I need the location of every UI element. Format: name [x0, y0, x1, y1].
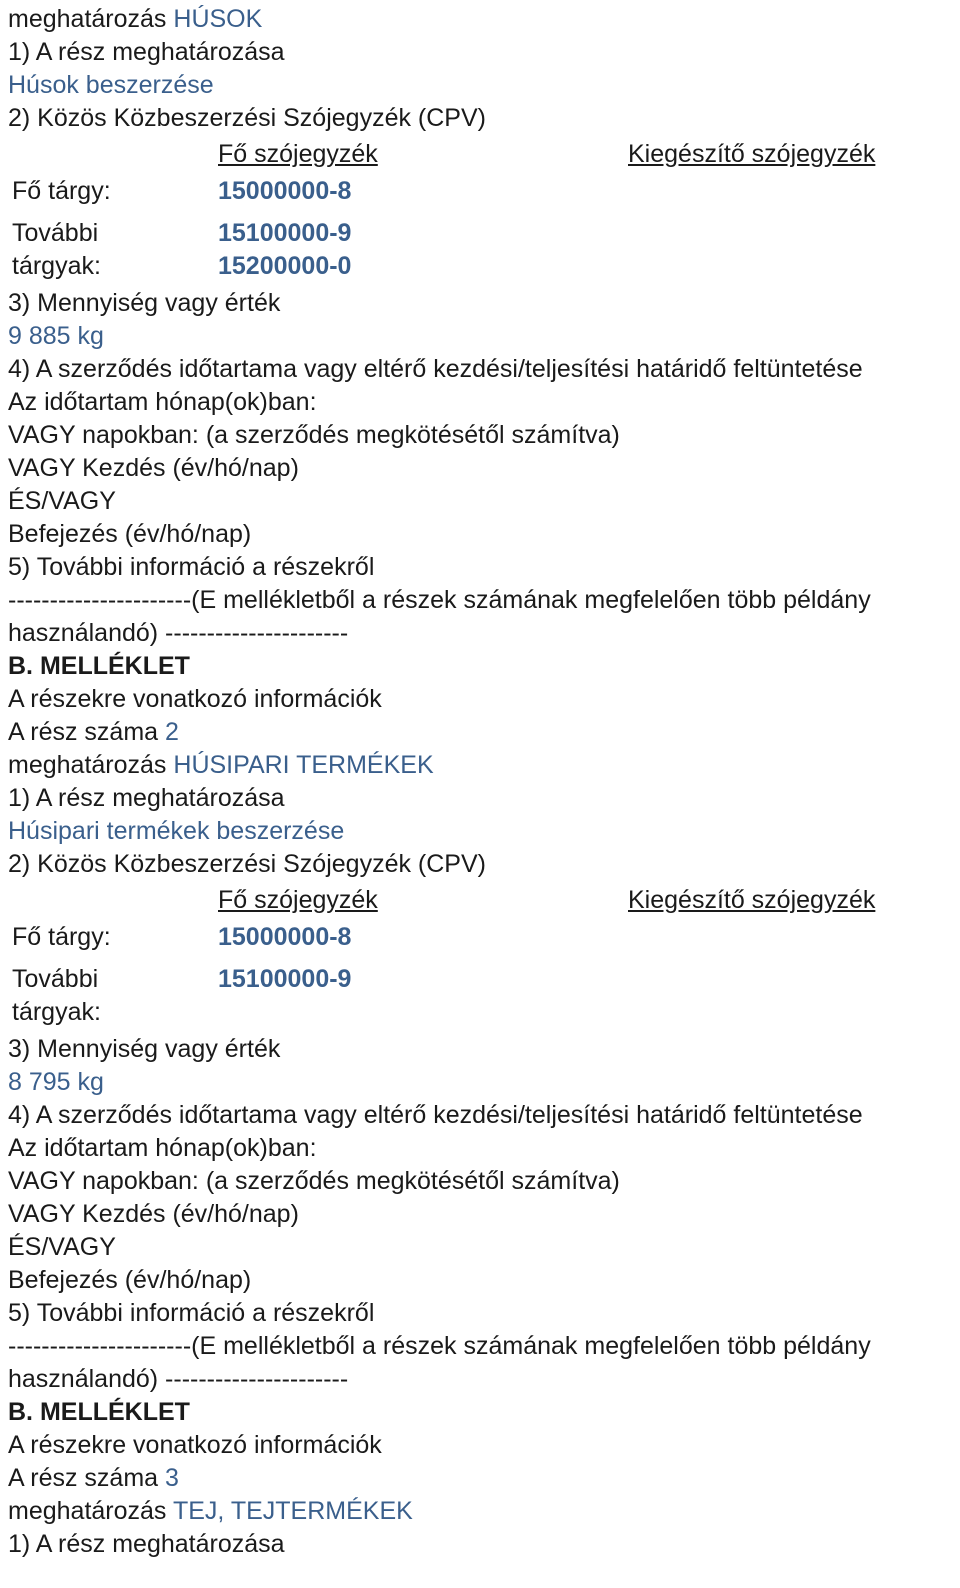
part2-section2-label: 2) Közös Közbeszerzési Szójegyzék (CPV) [8, 850, 486, 878]
part1-section1-value: Húsok beszerzése [8, 71, 214, 99]
part2-end-label: Befejezés (év/hó/nap) [8, 1266, 252, 1294]
part1-main-subject-row [8, 175, 960, 217]
part2-start-label: VAGY Kezdés (év/hó/nap) [8, 1200, 299, 1228]
part2-title: meghatározás HÚSIPARI TERMÉKEK [8, 751, 434, 779]
annex-b-subtitle: A részekre vonatkozó információk [8, 1431, 382, 1459]
part2-section1-label: 1) A rész meghatározása [8, 784, 285, 812]
main-subject-label: Fő tárgy: [12, 177, 111, 205]
part1-title: meghatározás HÚSOK [8, 5, 263, 33]
part2-and-or: ÉS/VAGY [8, 1233, 116, 1261]
part1-additional-subjects-row [8, 217, 960, 287]
part1-duration-days: VAGY napokban: (a szerződés megkötésétől számítva) [8, 421, 620, 449]
part2-main-subject-row [8, 921, 960, 963]
part2-section1-value: Húsipari termékek beszerzése [8, 817, 345, 845]
additional-subjects-codes [218, 963, 351, 996]
part1-start-label: VAGY Kezdés (év/hó/nap) [8, 454, 299, 482]
cpv-main-vocabulary-header: Fő szójegyzék [218, 140, 378, 168]
part2-section5-label: 5) További információ a részekről [8, 1299, 375, 1327]
part2-number-value: 2 [165, 718, 179, 746]
additional-subjects-label: További tárgyak: [12, 219, 101, 280]
part3-title: meghatározás TEJ, TEJTERMÉKEK [8, 1497, 413, 1525]
part3-title-value: TEJ, TEJTERMÉKEK [172, 1497, 413, 1525]
annex-b-title: B. MELLÉKLET [8, 652, 190, 680]
cpv-supplementary-vocabulary-header: Kiegészítő szójegyzék [628, 140, 876, 168]
part2-section4-label: 4) A szerződés időtartama vagy eltérő kezdési/teljesítési határidő feltüntetése [8, 1101, 863, 1129]
part1-title-value: HÚSOK [173, 5, 263, 33]
part3-number-value: 3 [165, 1464, 179, 1492]
part2-section3-label: 3) Mennyiség vagy érték [8, 1035, 281, 1063]
part1-section1-label: 1) A rész meghatározása [8, 38, 285, 66]
additional-subjects-codes [218, 217, 351, 283]
cpv-main-vocabulary-header: Fő szójegyzék [218, 886, 378, 914]
part1-and-or: ÉS/VAGY [8, 487, 116, 515]
part1-cpv-header [8, 135, 960, 175]
part1-duration-months: Az időtartam hónap(ok)ban: [8, 388, 317, 416]
main-subject-label: Fő tárgy: [12, 923, 111, 951]
main-subject-code: 15000000-8 [218, 177, 352, 205]
part2-duration-months: Az időtartam hónap(ok)ban: [8, 1134, 317, 1162]
additional-subject-code: 15200000-0 [218, 252, 352, 280]
additional-subject-code: 15100000-9 [218, 965, 352, 993]
annex-b-subtitle: A részekre vonatkozó információk [8, 685, 382, 713]
part2-duration-days: VAGY napokban: (a szerződés megkötésétől számítva) [8, 1167, 620, 1195]
part1-quantity: 9 885 kg [8, 322, 104, 350]
part1-section4-label: 4) A szerződés időtartama vagy eltérő kezdési/teljesítési határidő feltüntetése [8, 355, 863, 383]
part1-separator-line2: használandó) ---------------------- [8, 619, 349, 647]
part1-section2-label: 2) Közös Közbeszerzési Szójegyzék (CPV) [8, 104, 486, 132]
part3-section1-label: 1) A rész meghatározása [8, 1530, 285, 1558]
part2-cpv-header [8, 881, 960, 921]
part1-section5-label: 5) További információ a részekről [8, 553, 375, 581]
cpv-supplementary-vocabulary-header: Kiegészítő szójegyzék [628, 886, 876, 914]
part2-number: A rész száma 2 [8, 718, 179, 746]
additional-subjects-label: További tárgyak: [12, 965, 101, 1026]
part1-section3-label: 3) Mennyiség vagy érték [8, 289, 281, 317]
additional-subject-code: 15100000-9 [218, 219, 352, 247]
main-subject-code: 15000000-8 [218, 923, 352, 951]
part3-number: A rész száma 3 [8, 1464, 179, 1492]
part2-title-value: HÚSIPARI TERMÉKEK [173, 751, 434, 779]
annex-b-title: B. MELLÉKLET [8, 1398, 190, 1426]
part2-quantity: 8 795 kg [8, 1068, 104, 1096]
part2-separator-line2: használandó) ---------------------- [8, 1365, 349, 1393]
part1-separator-line1: ----------------------(E mellékletből a részek számának megfelelően több példány [8, 586, 871, 614]
part1-end-label: Befejezés (év/hó/nap) [8, 520, 252, 548]
part2-additional-subjects-row [8, 963, 960, 1033]
part2-separator-line1: ----------------------(E mellékletből a részek számának megfelelően több példány [8, 1332, 871, 1360]
